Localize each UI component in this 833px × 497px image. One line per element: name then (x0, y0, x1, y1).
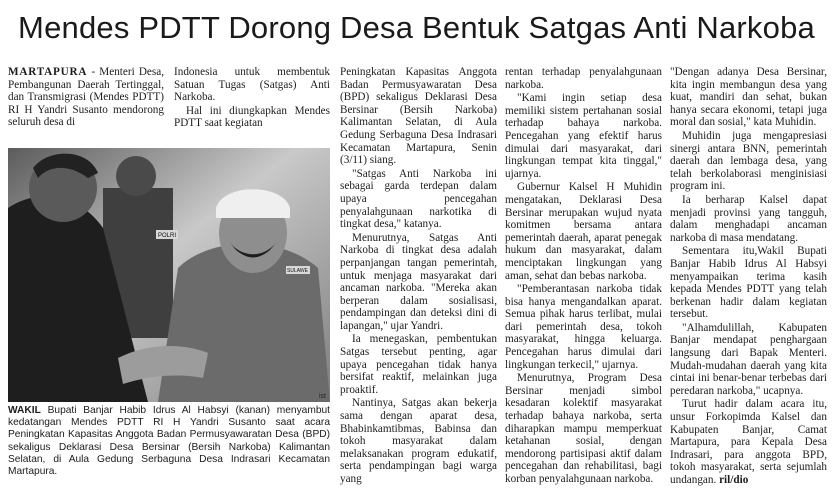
badge-right-text: SULAWE (287, 268, 308, 274)
article-paragraph: "Kami ingin setiap desa memiliki sistem pertahanan sosial terhadap bahaya narkoba. Pencegahan yang efektif harus dimulai dari masyarakat, dari lingkungan tempat kita tinggal," ujarnya. (505, 92, 662, 180)
article-paragraph: Hal ini diungkapkan Mendes PDTT saat kegiatan (174, 104, 330, 130)
article-paragraph: Ia berharap Kalsel dapat menjadi provinsi yang tangguh, dalam menghadapi ancaman narkoba di masa mendatang. (670, 193, 827, 244)
article-column-4 (505, 66, 662, 487)
article-paragraph: "Satgas Anti Narkoba ini sebagai garda terdepan dalam upaya pencegahan penyalahgunaan narkotika di tingkat desa," katanya. (340, 167, 497, 231)
caption-lead: WAKIL (8, 405, 41, 416)
article-paragraph: MARTAPURA - Menteri Desa, Pembangunan Daerah Tertinggal, dan Transmigrasi (Mendes PDTT) RI H Yandri Susanto mendorong seluruh desa di (8, 66, 164, 129)
badge-left-text: POLRI (158, 233, 177, 239)
article-paragraph: Menurutnya, Satgas Anti Narkoba di tingkat desa adalah perpanjangan tangan pemerintah, untuk menjaga masyarakat dari ancaman narkoba. "Mereka akan berperan dalam sosialisasi, pendampingan dan deteksi dini di lapangan," ujar Yandri. (340, 231, 497, 332)
article-paragraph: Gubernur Kalsel H Muhidin mengatakan, Deklarasi Desa Bersinar merupakan wujud nyata komitmen bersama antara pemerintah daerah, aparat penegak hukum dan masyarakat, dalam menciptakan lingkungan yang aman, sehat dan bebas narkoba. (505, 181, 662, 282)
article-paragraph: Turut hadir dalam acara itu, unsur Forkopimda Kalsel dan Kabupaten Banjar, Camat Martapura, para Kepala Desa Indrasari, para anggota BPD, tokoh masyarakat, serta sejumlah undangan. ril/dio (670, 398, 827, 486)
article-paragraph: rentan terhadap penyalahgunaan narkoba. (505, 66, 662, 91)
article-paragraph: Muhidin juga mengapresiasi sinergi antara BNN, pemerintah daerah dan lembaga desa, yang telah berkolaborasi menginisiasi program ini. (670, 129, 827, 193)
caption-text: Bupati Banjar Habib Idrus Al Habsyi (kanan) menyambut kedatangan Mendes PDTT RI H Yandri Susanto saat acara Peningkatan Kapasitas Anggota Badan Permusyawaratan Desa (BPD) sekaligus Deklarasi Desa Bersinar (Bersih Narkoba) Kalimantan Selatan, di Aula Gedung Serbaguna Desa Indrasari Kecamatan Martapura. (8, 405, 330, 478)
article-paragraph: Indonesia untuk membentuk Satuan Tugas (Satgas) Anti Narkoba. (174, 66, 330, 104)
article-paragraph: Nantinya, Satgas akan bekerja sama dengan aparat desa, Bhabinkamtibmas, Babinsa dan tokoh masyarakat dalam melaksanakan program edukatif, serta pendampingan bagi warga yang (340, 397, 497, 485)
dateline: MARTAPURA (8, 66, 88, 78)
article-paragraph: "Pemberantasan narkoba tidak bisa hanya mengandalkan aparat. Semua pihak harus terlibat, mulai dari pemerintah desa, tokoh masyarakat, hingga keluarga. Pencegahan harus dimulai dari lingkungan terkecil," ujarnya. (505, 283, 662, 371)
photo-illustration (8, 148, 330, 402)
photo-caption (8, 405, 330, 478)
article-column-2 (174, 66, 330, 131)
author-signature: ril/dio (719, 474, 749, 486)
article-paragraph: "Alhamdulillah, Kabupaten Banjar mendapat penghargaan langsung dari Bapak Menteri. Mudah-mudahan daerah yang kita cintai ini benar-benar terbebas dari peredaran narkoba," ucapnya. (670, 321, 827, 397)
article-column-5 (670, 66, 827, 488)
headline: Mendes PDTT Dorong Desa Bentuk Satgas Anti Narkoba (18, 10, 815, 45)
photo-credit: ist (319, 393, 326, 400)
article-paragraph: "Dengan adanya Desa Bersinar, kita ingin membangun desa yang kuat, mandiri dan sehat, bukan hanya secara ekonomi, tetapi juga moral dan sosial," kata Muhidin. (670, 66, 827, 129)
article-paragraph: Ia menegaskan, pembentukan Satgas tersebut penting, agar upaya pencegahan tidak hanya bersifat reaktif, melainkan juga proaktif. (340, 333, 497, 396)
article-paragraph: Sementara itu,Wakil Bupati Banjar Habib Idrus Al Habsyi menyampaikan terima kasih kepada Mendes PDTT yang telah berkenan hadir dalam kegiatan tersebut. (670, 245, 827, 321)
article-column-1 (8, 66, 164, 130)
news-photo (8, 148, 330, 402)
article-paragraph: Peningkatan Kapasitas Anggota Badan Permusyawaratan Desa (BPD) sekaligus Deklarasi Desa Bersinar (Bersih Narkoba) Kalimantan Selatan, di Aula Gedung Serbaguna Desa Indrasari Kecamatan Martapura, Senin (3/11) siang. (340, 66, 497, 167)
article-paragraph: Menurutnya, Program Desa Bersinar menjadi simbol kesadaran kolektif masyarakat terhadap bahaya narkoba, serta diharapkan mampu memperkuat ketahanan sosial, dengan mendorong partisipasi aktif dalam pencegahan dan rehabilitasi, bagi korban penyalahgunaan narkoba. (505, 372, 662, 485)
article-column-3 (340, 66, 497, 487)
